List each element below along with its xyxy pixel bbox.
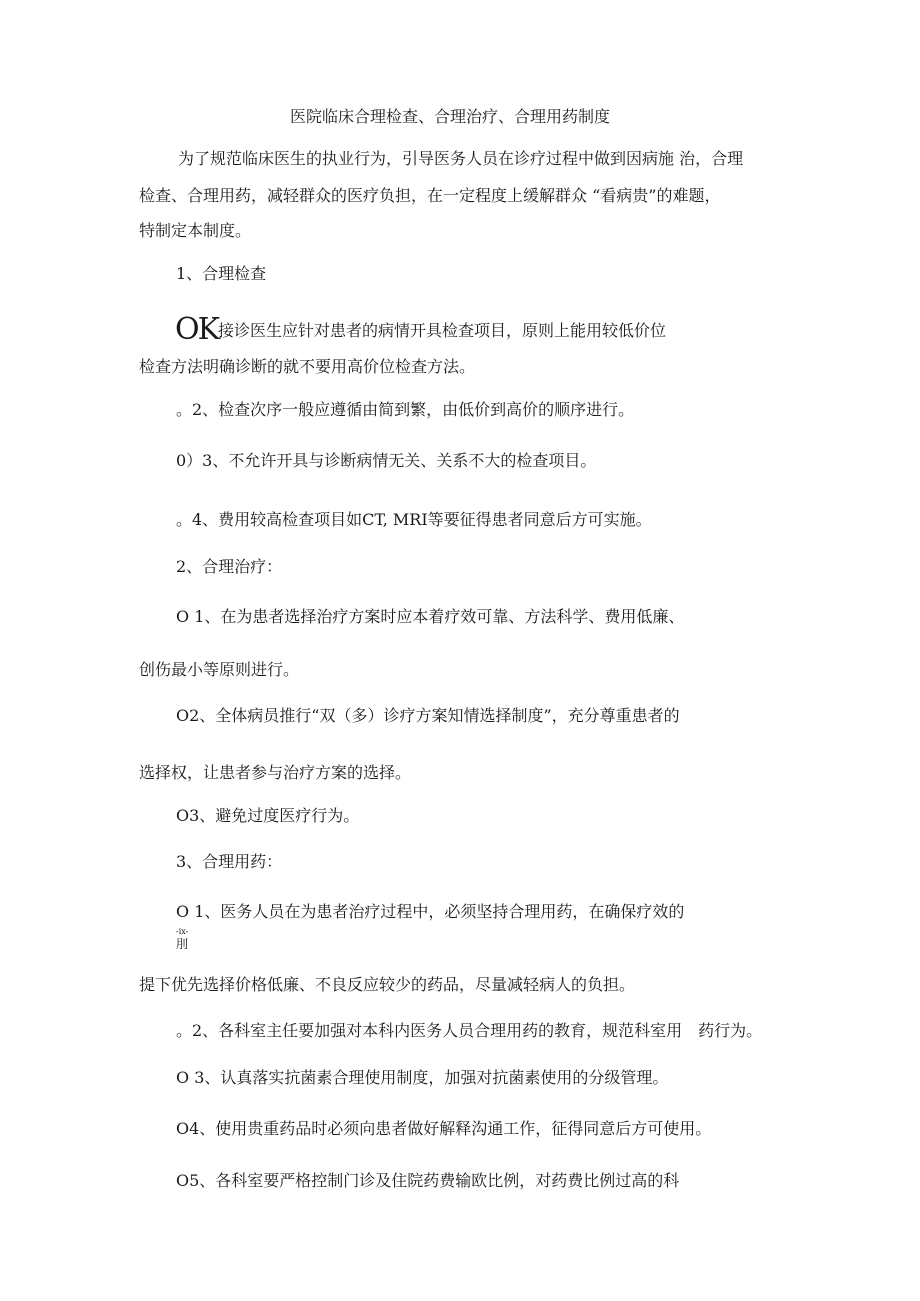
section3-item3: O 3、认真落实抗菌素合理使用制度，加强对抗菌素使用的分级管理。 [176,1068,669,1087]
section3-item5: O5、各科室要严格控制门诊及住院药费输欧比例，对药费比例过高的科 [176,1171,680,1190]
section1-item1-line2: 检查方法明确诊断的就不要用高价位检查方法。 [139,357,476,376]
section3-item1-line2: 提下优先选择价格低廉、不良反应较少的药品，尽量减轻病人的负担。 [139,975,636,994]
section3-item1-line1: O 1、医务人员在为患者治疗过程中，必须坚持合理用药，在确保疗效的 [176,902,685,921]
intro-line-3: 特制定本制度。 [139,221,252,240]
section1-item4: 。4、费用较高检查项目如CT, MRI等要征得患者同意后方可实施。 [176,510,652,529]
intro-line-2: 检查、合理用药，减轻群众的医疗负担，在一定程度上缓解群众 “看病贵”的难题， [139,186,721,205]
intro-line-1: 为了规范临床医生的执业行为，引导医务人员在诊疗过程中做到因病施 治，合理 [178,149,744,168]
section1-item1-text: 接诊医生应针对患者的病情开具检查项目，原则上能用较低价位 [218,321,667,340]
section3-item4: O4、使用贵重药品时必须向患者做好解释沟通工作，征得同意后方可使用。 [176,1119,712,1138]
section2-item2-line1: O2、全体病员推行“双（多）诊疗方案知情选择制度”，充分尊重患者的 [176,706,680,725]
item-marker: OK [175,312,219,347]
section2-item1-line1: O 1、在为患者选择治疗方案时应本着疗效可靠、方法科学、费用低廉、 [176,607,685,626]
section3-heading: 3、合理用药： [176,852,283,871]
document-title: 医院临床合理检查、合理治疗、合理用药制度 [290,107,611,126]
section2-heading: 2、合理治疗： [176,557,283,576]
section2-item3: O3、避免过度医疗行为。 [176,806,360,825]
section1-item2: 。2、检查次序一般应遵循由简到繁，由低价到高价的顺序进行。 [176,400,635,419]
section1-heading: 1、合理检查 [176,264,267,283]
section3-item2: 。2、各科室主任要加强对本科内医务人员合理用药的教育，规范科室用 药行为。 [176,1021,763,1040]
ocr-artifact-char: 刖 [176,937,189,951]
ocr-artifact-small: -ix- [176,927,189,936]
section1-item3: 0）3、不允许开具与诊断病情无关、关系不大的检查项目。 [176,451,597,470]
section2-item1-line2: 创伤最小等原则进行。 [139,660,300,679]
section1-item1-line1 [175,312,667,347]
section2-item2-line2: 选择权，让患者参与治疗方案的选择。 [139,763,412,782]
